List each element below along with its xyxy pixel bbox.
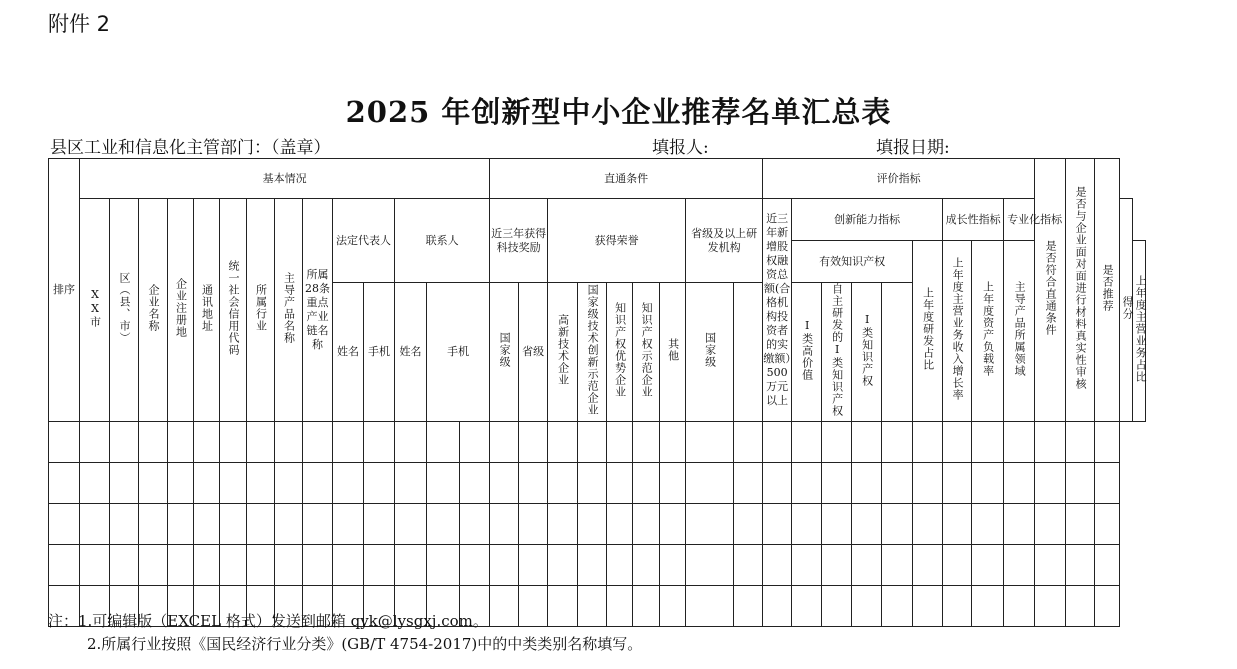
table-cell[interactable]: [660, 422, 686, 463]
table-row: [49, 422, 1146, 463]
header-county: 区（县、市）: [110, 199, 139, 422]
header-review: 是否与企业面对面进行材料真实性审核: [1066, 159, 1095, 422]
table-cell[interactable]: [972, 586, 1004, 627]
table-row: [49, 545, 1146, 586]
table-cell[interactable]: [220, 545, 247, 586]
summary-table: [48, 158, 1146, 627]
table-cell[interactable]: [763, 586, 792, 627]
table-cell[interactable]: [548, 422, 578, 463]
header-honor-demo: 国家级技术创新示范企业: [578, 283, 607, 422]
table-cell[interactable]: [660, 545, 686, 586]
table-cell[interactable]: [1004, 586, 1035, 627]
table-cell[interactable]: [913, 545, 943, 586]
attachment-label: 附件 2: [48, 12, 111, 36]
table-cell[interactable]: [168, 463, 194, 504]
table-cell[interactable]: [1004, 463, 1035, 504]
table-cell[interactable]: [519, 504, 548, 545]
table-cell[interactable]: [168, 545, 194, 586]
header-product: 主导产品名称: [275, 199, 303, 422]
header-legal-rep: 法定代表人: [333, 199, 395, 283]
header-honor-other: 其他: [660, 283, 686, 422]
table-cell[interactable]: [110, 545, 139, 586]
header-honor: 获得荣誉: [548, 199, 686, 283]
header-field: 主导产品所属领域: [1004, 241, 1035, 422]
table-cell[interactable]: [1095, 586, 1120, 627]
table-cell[interactable]: [49, 422, 80, 463]
header-main-ratio: 上年度主营业务占比: [1133, 241, 1146, 422]
table-cell[interactable]: [686, 545, 734, 586]
table-cell[interactable]: [364, 504, 395, 545]
table-cell[interactable]: [49, 545, 80, 586]
header-growth: 成长性指标: [943, 199, 1004, 241]
table-cell[interactable]: [1095, 545, 1120, 586]
header-industry: 所属行业: [247, 199, 275, 422]
table-cell[interactable]: [822, 504, 852, 545]
header-contact: 联系人: [395, 199, 490, 283]
table-cell[interactable]: [110, 463, 139, 504]
table-cell[interactable]: [194, 463, 220, 504]
table-cell[interactable]: [792, 504, 822, 545]
filler-label: 填报人:: [652, 138, 709, 158]
table-row: [49, 463, 1146, 504]
table-cell[interactable]: [548, 545, 578, 586]
table-cell[interactable]: [460, 545, 490, 586]
table-cell[interactable]: [1035, 504, 1066, 545]
table-cell[interactable]: [660, 463, 686, 504]
table-cell[interactable]: [943, 504, 972, 545]
header-seq: 排序: [49, 159, 80, 422]
table-cell[interactable]: [792, 586, 822, 627]
table-cell[interactable]: [972, 545, 1004, 586]
table-cell[interactable]: [194, 504, 220, 545]
table-cell[interactable]: [822, 463, 852, 504]
header-score: 得分: [1120, 199, 1133, 422]
table-cell[interactable]: [792, 422, 822, 463]
header-eligible: 是否符合直通条件: [1035, 159, 1066, 422]
table-cell[interactable]: [490, 504, 519, 545]
table-cell[interactable]: [247, 422, 275, 463]
table-cell[interactable]: [660, 504, 686, 545]
table-cell[interactable]: [1035, 545, 1066, 586]
table-cell[interactable]: [427, 463, 460, 504]
table-cell[interactable]: [734, 463, 763, 504]
table-cell[interactable]: [913, 586, 943, 627]
table-cell[interactable]: [734, 545, 763, 586]
table-cell[interactable]: [303, 545, 333, 586]
header-innovation: 创新能力指标: [792, 199, 943, 241]
header-award-provincial: 省级: [519, 283, 548, 422]
table-cell[interactable]: [913, 463, 943, 504]
table-cell[interactable]: [427, 422, 460, 463]
table-cell[interactable]: [519, 422, 548, 463]
page-title: 2025 年创新型中小企业推荐名单汇总表: [345, 95, 892, 129]
table-cell[interactable]: [882, 504, 913, 545]
table-cell[interactable]: [578, 504, 607, 545]
table-cell[interactable]: [139, 463, 168, 504]
table-cell[interactable]: [80, 545, 110, 586]
table-cell[interactable]: [303, 422, 333, 463]
table-cell[interactable]: [852, 586, 882, 627]
table-cell[interactable]: [168, 504, 194, 545]
table-cell[interactable]: [1095, 463, 1120, 504]
table-cell[interactable]: [972, 463, 1004, 504]
table-cell[interactable]: [333, 422, 364, 463]
note-line-2: 2.所属行业按照《国民经济行业分类》(GB/T 4754-2017)中的中类类别名称填写。: [87, 635, 643, 653]
table-cell[interactable]: [490, 463, 519, 504]
table-cell[interactable]: [247, 504, 275, 545]
header-honor-ip-demo: 知识产权示范企业: [633, 283, 660, 422]
table-cell[interactable]: [110, 422, 139, 463]
header-debt-ratio: 上年度资产负载率: [972, 241, 1004, 422]
table-cell[interactable]: [882, 586, 913, 627]
table-cell[interactable]: [882, 422, 913, 463]
table-cell[interactable]: [943, 586, 972, 627]
table-cell[interactable]: [548, 504, 578, 545]
table-cell[interactable]: [333, 463, 364, 504]
table-cell[interactable]: [220, 422, 247, 463]
table-cell[interactable]: [519, 545, 548, 586]
dept-label: 县区工业和信息化主管部门：（盖章）: [50, 138, 331, 158]
table-cell[interactable]: [913, 422, 943, 463]
header-contact-phone: 手机: [427, 283, 490, 422]
header-rd-blank: [734, 283, 763, 422]
table-cell[interactable]: [1066, 463, 1095, 504]
table-cell[interactable]: [80, 463, 110, 504]
table-cell[interactable]: [913, 504, 943, 545]
header-revenue-growth: 上年度主营业务收入增长率: [943, 241, 972, 422]
table-cell[interactable]: [763, 504, 792, 545]
date-label: 填报日期:: [876, 138, 950, 158]
table-cell[interactable]: [734, 504, 763, 545]
table-cell[interactable]: [1035, 586, 1066, 627]
header-legal-name: 姓名: [333, 283, 364, 422]
table-cell[interactable]: [852, 422, 882, 463]
table-cell[interactable]: [1004, 422, 1035, 463]
table-cell[interactable]: [490, 422, 519, 463]
header-recommend: 是否推荐: [1095, 159, 1120, 422]
table-cell[interactable]: [333, 545, 364, 586]
table-cell[interactable]: [792, 545, 822, 586]
table-cell[interactable]: [763, 422, 792, 463]
table-cell[interactable]: [1004, 545, 1035, 586]
table-cell[interactable]: [972, 422, 1004, 463]
table-cell[interactable]: [168, 422, 194, 463]
header-ip-self: 自主研发的I类知识产权: [822, 283, 852, 422]
table-cell[interactable]: [734, 586, 763, 627]
table-cell[interactable]: [822, 586, 852, 627]
table-cell[interactable]: [686, 463, 734, 504]
table-cell[interactable]: [1004, 504, 1035, 545]
header-eval: 评价指标: [763, 159, 1035, 199]
note-line-1: 注：1.可编辑版（EXCEL 格式）发送到邮箱 qyk@lysgxj.com。: [48, 612, 488, 630]
table-cell[interactable]: [49, 463, 80, 504]
table-cell[interactable]: [139, 545, 168, 586]
table-cell[interactable]: [220, 504, 247, 545]
table-cell[interactable]: [364, 545, 395, 586]
table-cell[interactable]: [660, 586, 686, 627]
table-cell[interactable]: [80, 504, 110, 545]
table-cell[interactable]: [548, 463, 578, 504]
table-cell[interactable]: [80, 422, 110, 463]
table-cell[interactable]: [364, 463, 395, 504]
table-cell[interactable]: [943, 422, 972, 463]
table-cell[interactable]: [519, 463, 548, 504]
header-rd-org: 省级及以上研发机构: [686, 199, 763, 283]
table-cell[interactable]: [852, 545, 882, 586]
header-address: 通讯地址: [194, 199, 220, 422]
table-cell[interactable]: [882, 545, 913, 586]
table-cell[interactable]: [972, 504, 1004, 545]
table-cell[interactable]: [303, 504, 333, 545]
header-ip: 有效知识产权: [792, 241, 913, 283]
table-cell[interactable]: [1066, 504, 1095, 545]
table-cell[interactable]: [395, 545, 427, 586]
table-cell[interactable]: [633, 422, 660, 463]
header-award-national: 国家级: [490, 283, 519, 422]
table-row: [49, 504, 1146, 545]
header-credit-code: 统一社会信用代码: [220, 199, 247, 422]
table-cell[interactable]: [427, 504, 460, 545]
header-basic: 基本情况: [80, 159, 490, 199]
header-honor-hightech: 高新技术企业: [548, 283, 578, 422]
table-cell[interactable]: [490, 545, 519, 586]
header-ip-blank: [882, 283, 913, 422]
table-cell[interactable]: [139, 504, 168, 545]
header-direct: 直通条件: [490, 159, 763, 199]
table-cell[interactable]: [1095, 504, 1120, 545]
table-cell[interactable]: [395, 463, 427, 504]
table-cell[interactable]: [110, 504, 139, 545]
header-ip-class1: I类高价值: [792, 283, 822, 422]
table-cell[interactable]: [633, 545, 660, 586]
table-cell[interactable]: [852, 463, 882, 504]
table-cell[interactable]: [686, 422, 734, 463]
header-honor-ip-adv: 知识产权优势企业: [607, 283, 633, 422]
table-cell[interactable]: [1035, 463, 1066, 504]
table-cell[interactable]: [686, 504, 734, 545]
table-cell[interactable]: [607, 545, 633, 586]
header-chain: 所属28条重点产业链名称: [303, 199, 333, 422]
table-cell[interactable]: [364, 422, 395, 463]
table-cell[interactable]: [686, 586, 734, 627]
table-cell[interactable]: [792, 463, 822, 504]
table-cell[interactable]: [1066, 422, 1095, 463]
table-cell[interactable]: [763, 463, 792, 504]
header-special: 专业化指标: [1004, 199, 1066, 241]
header-company-name: 企业名称: [139, 199, 168, 422]
table-cell[interactable]: [49, 504, 80, 545]
table-cell[interactable]: [852, 504, 882, 545]
header-legal-phone: 手机: [364, 283, 395, 422]
table-cell[interactable]: [822, 422, 852, 463]
table-cell[interactable]: [460, 463, 490, 504]
table-cell[interactable]: [194, 545, 220, 586]
table-cell[interactable]: [882, 463, 913, 504]
table-cell[interactable]: [1095, 422, 1120, 463]
table-cell[interactable]: [247, 545, 275, 586]
header-contact-name: 姓名: [395, 283, 427, 422]
table-cell[interactable]: [275, 422, 303, 463]
notes: [48, 610, 642, 656]
header-ip-class1-b: I类知识产权: [852, 283, 882, 422]
table-cell[interactable]: [633, 504, 660, 545]
table-cell[interactable]: [333, 504, 364, 545]
table-cell[interactable]: [395, 422, 427, 463]
header-rd-ratio: 上年度研发占比: [913, 241, 943, 422]
table-cell[interactable]: [427, 545, 460, 586]
table-cell[interactable]: [395, 504, 427, 545]
data-rows: [49, 422, 1146, 627]
table-cell[interactable]: [607, 422, 633, 463]
table-cell[interactable]: [607, 463, 633, 504]
table-cell[interactable]: [943, 463, 972, 504]
header-equity: 近三年新增股权融资总额(合格机构投资者的实缴额）500万元以上: [763, 199, 792, 422]
table-cell[interactable]: [220, 463, 247, 504]
table-cell[interactable]: [194, 422, 220, 463]
table-cell[interactable]: [578, 422, 607, 463]
table-cell[interactable]: [578, 463, 607, 504]
table-cell[interactable]: [607, 504, 633, 545]
header-city: XX市: [80, 199, 110, 422]
table-cell[interactable]: [943, 545, 972, 586]
table-cell[interactable]: [578, 545, 607, 586]
table-cell[interactable]: [822, 545, 852, 586]
table-cell[interactable]: [1035, 422, 1066, 463]
table-cell[interactable]: [139, 422, 168, 463]
table-cell[interactable]: [460, 504, 490, 545]
table-cell[interactable]: [275, 545, 303, 586]
header-rd-national: 国家级: [686, 283, 734, 422]
table-cell[interactable]: [247, 463, 275, 504]
table-cell[interactable]: [734, 422, 763, 463]
table-cell[interactable]: [303, 463, 333, 504]
table-cell[interactable]: [1066, 586, 1095, 627]
table-cell[interactable]: [275, 463, 303, 504]
table-cell[interactable]: [763, 545, 792, 586]
table-cell[interactable]: [1066, 545, 1095, 586]
table-cell[interactable]: [460, 422, 490, 463]
table-cell[interactable]: [275, 504, 303, 545]
table-cell[interactable]: [633, 463, 660, 504]
header-reg-place: 企业注册地: [168, 199, 194, 422]
header-award: 近三年获得科技奖励: [490, 199, 548, 283]
